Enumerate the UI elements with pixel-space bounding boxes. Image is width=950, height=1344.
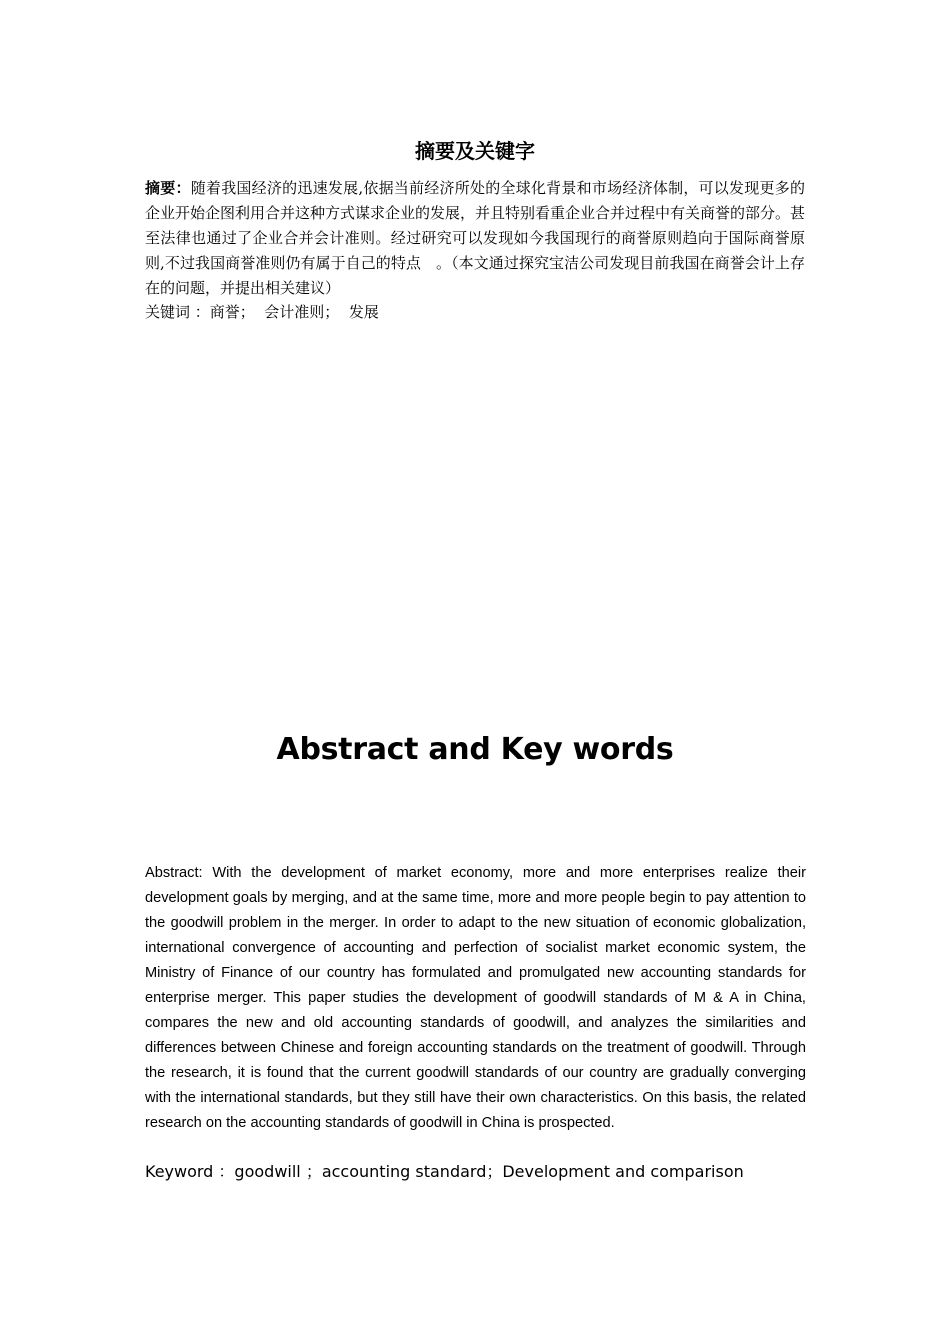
chinese-title: 摘要及关键字 (415, 139, 535, 163)
english-abstract: Abstract: With the development of market economy, more and more enterprises realize their development goals by merging, and at the same time, more and more people begin to pay attention to the goodwill problem in the merger. In order to adapt to the new situation of economic globalization, international convergence of accounting and perfection of socialist market economic system, the Ministry of Finance of our country has formulated and promulgated new accounting standards for enterprise merger. This paper studies the development of goodwill standards of M & A in China, compares the new and old accounting standards of goodwill, and analyzes the similarities and differences between Chinese and foreign accounting standards on the treatment of goodwill. Through the research, it is found that the current goodwill standards of our country are gradually converging with the international standards, but they still have their own characteristics. On this basis, the related research on the accounting standards of goodwill in China is prospected. (145, 865, 806, 1131)
english-keywords: Keyword ：goodwill ；accounting standard；Development and comparison (145, 1162, 744, 1181)
chinese-abstract-label: 摘要： (145, 179, 191, 197)
chinese-abstract (145, 176, 805, 301)
chinese-keywords: 关键词 ：商誉； 会计准则； 发展 (145, 303, 379, 321)
chinese-abstract-text: 随着我国经济的迅速发展,依据当前经济所处的全球化背景和市场经济体制，可以发现更多的企业开始企图利用合并这种方式谋求企业的发展，并且特别看重企业合并过程中有关商誉的部分。甚至法律也通过了企业合并会计准则。经过研究可以发现如今我国现行的商誉原则趋向于国际商誉原则,不过我国商誉准则仍有属于自己的特点 。（本文通过探究宝洁公司发现目前我国在商誉会计上存在的问题，并提出相关建议） (145, 179, 806, 297)
english-title: Abstract and Key words (276, 732, 674, 767)
